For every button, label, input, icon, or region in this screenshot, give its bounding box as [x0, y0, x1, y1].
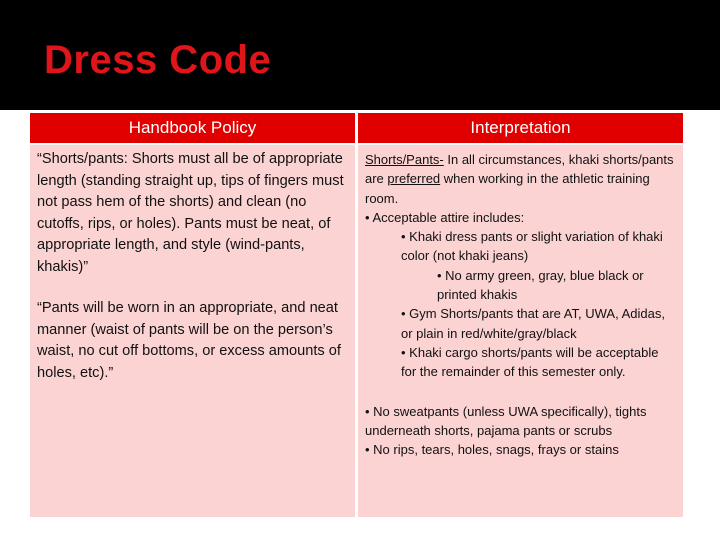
title-band: [0, 0, 720, 110]
lead-underlined: Shorts/Pants-: [365, 152, 444, 167]
interpretation-cell: [358, 145, 683, 517]
handbook-policy-cell: [30, 145, 355, 517]
acceptable-heading: • Acceptable attire includes:: [365, 209, 525, 225]
dress-code-table: [28, 111, 686, 519]
item-cargo-shorts: • Khaki cargo shorts/pants will be acceptable for the remainder of this semester only.: [401, 344, 659, 380]
item-no-sweatpants: • No sweatpants (unless UWA specifically), tights underneath shorts, pajama pants or scrubs: [365, 403, 647, 438]
header-interpretation: Interpretation: [358, 113, 683, 143]
lead-preferred: preferred: [387, 171, 441, 187]
item-khaki-dress-pants: • Khaki dress pants or slight variation of khaki color (not khaki jeans): [401, 229, 663, 264]
lead-text-1: In all circumstances, khaki shorts/pants are: [365, 152, 674, 187]
slide-title: Dress Code: [44, 38, 272, 82]
header-handbook-policy: Handbook Policy: [30, 113, 355, 143]
lead-text-2: when working in the athletic training room.: [365, 171, 650, 206]
item-no-rips: • No rips, tears, holes, snags, frays or stains: [365, 442, 619, 458]
interpretation-lead: [365, 150, 677, 208]
policy-paragraph-pants: “Pants will be worn in an appropriate, and neat manner (waist of pants will be on the person’s waist, no cut off bottoms, or excess amounts of holes, etc).”: [37, 300, 341, 381]
item-no-colors: • No army green, gray, blue black or printed khakis: [437, 267, 644, 303]
item-gym-shorts: • Gym Shorts/pants that are AT, UWA, Adidas, or plain in red/white/gray/black: [401, 306, 665, 341]
policy-paragraph-shorts: “Shorts/pants: Shorts must all be of appropriate length (standing straight up, tips of fingers must not pass hem of the shorts) and clean (no cutoffs, rips, or holes). Pants must be neat, of appropriate length, and style (wind-pants, khakis)”: [37, 151, 344, 275]
